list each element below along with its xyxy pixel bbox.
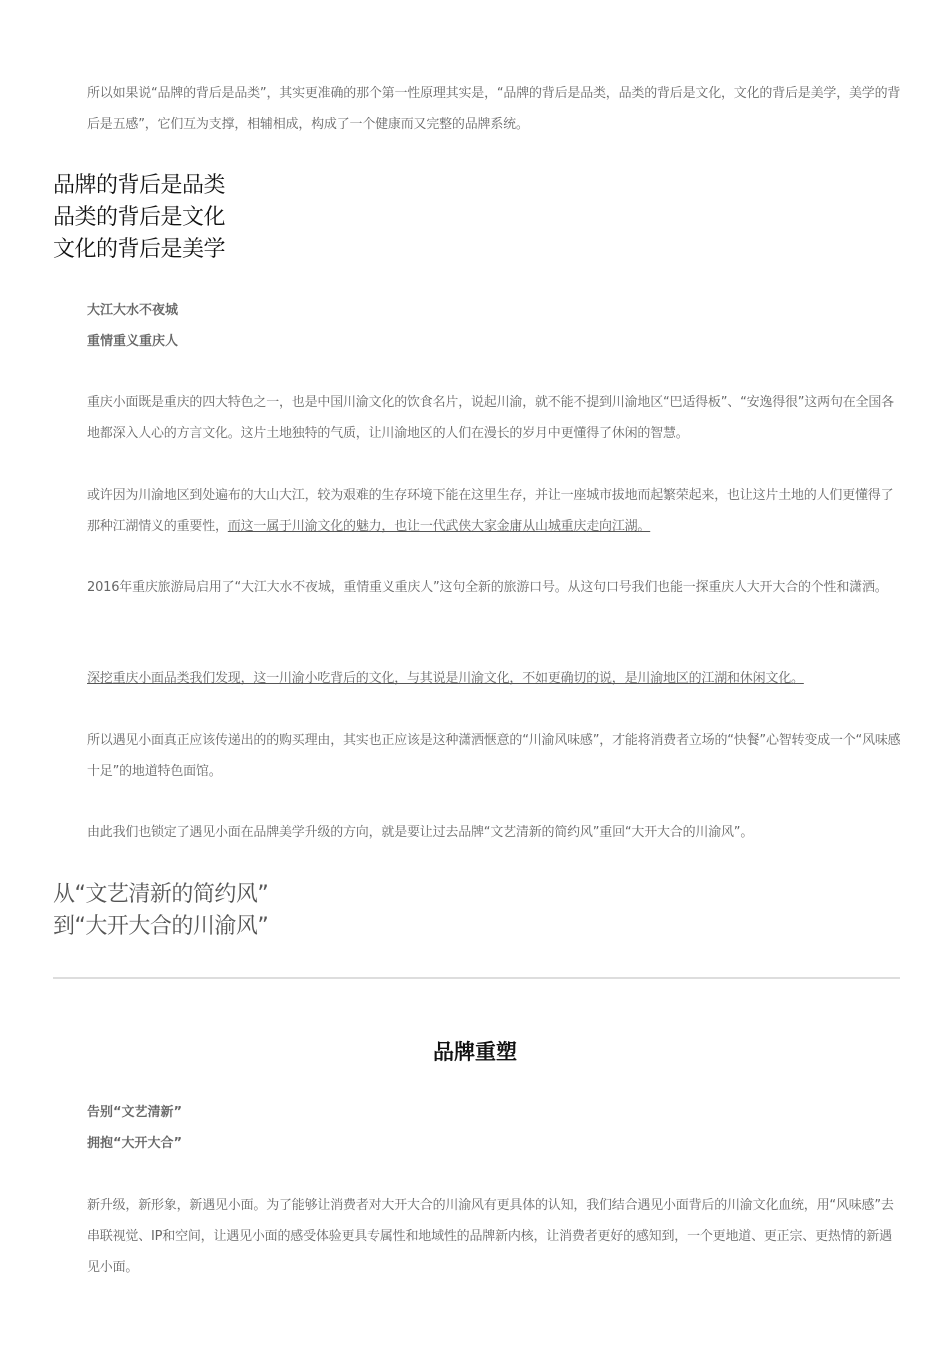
section-title: 品牌重塑	[433, 1040, 517, 1064]
slogan-line-1: 大江大水不夜城	[87, 303, 179, 318]
body-paragraph-1: 重庆小面既是重庆的四大特色之一，也是中国川渝文化的饮食名片，说起川渝，就不能不提到川渝地区“巴适得板”、“安逸得很”这两句在全国各地都深入人心的方言文化。这片土地独特的气质，让川渝地区的人们在漫长的岁月中更懂得了休闲的智慧。	[87, 395, 894, 441]
body-paragraph-5: 所以遇见小面真正应该传递出的的购买理由，其实也正应该是这种潇洒惬意的“川渝风味感”，才能将消费者立场的“快餐”心智转变成一个“风味感十足”的地道特色面馆。	[87, 733, 901, 779]
headline-line: 从“文艺清新的简约风”	[53, 882, 269, 907]
body-paragraph-4	[87, 663, 902, 694]
body-paragraph-6: 由此我们也锁定了遇见小面在品牌美学升级的方向，就是要让过去品牌“文艺清新的简约风”重回“大开大合的川渝风”。	[87, 825, 754, 840]
headline-line: 到“大开大合的川渝风”	[53, 914, 269, 939]
section-label-1: 告别“文艺清新”	[87, 1105, 183, 1120]
headline-line: 文化的背后是美学	[53, 237, 226, 262]
body-paragraph-2-underlined: 而这一属于川渝文化的魅力，也让一代武侠大家金庸从山城重庆走向江湖。	[227, 519, 651, 534]
section-paragraph: 新升级，新形象，新遇见小面。为了能够让消费者对大开大合的川渝风有更具体的认知，我们结合遇见小面背后的川渝文化血统，用“风味感”去串联视觉、IP和空间，让遇见小面的感受体验更具专属性和地域性的品牌新内核，让消费者更好的感知到，一个更地道、更正宗、更热情的新遇见小面。	[87, 1198, 894, 1275]
section-divider	[53, 977, 900, 979]
section-label-2: 拥抱“大开大合”	[87, 1136, 183, 1151]
slogan-line-2: 重情重义重庆人	[87, 334, 179, 349]
headline-line: 品牌的背后是品类	[53, 173, 226, 198]
headline-line: 品类的背后是文化	[53, 205, 226, 230]
intro-paragraph: 所以如果说“品牌的背后是品类”，其实更准确的那个第一性原理其实是，“品牌的背后是品类，品类的背后是文化，文化的背后是美学，美学的背后是五感”，它们互为支撑，相辅相成，构成了一个健康而又完整的品牌系统。	[87, 86, 901, 132]
body-paragraph-2	[87, 480, 902, 542]
body-paragraph-4-underlined: 深挖重庆小面品类我们发现，这一川渝小吃背后的文化，与其说是川渝文化，不如更确切的说，是川渝地区的江湖和休闲文化。	[87, 671, 804, 686]
body-paragraph-2-text: 或许因为川渝地区到处遍布的大山大江，较为艰难的生存环境下能在这里生存，并让一座城市拔地而起繁荣起来，也让这片土地的人们更懂得了那种江湖情义的重要性，	[87, 488, 894, 534]
headline-brand-category	[53, 170, 225, 266]
headline-style-shift	[53, 879, 268, 943]
body-paragraph-3: 2016年重庆旅游局启用了“大江大水不夜城，重情重义重庆人”这句全新的旅游口号。从这句口号我们也能一探重庆人大开大合的个性和潇洒。	[87, 580, 888, 595]
